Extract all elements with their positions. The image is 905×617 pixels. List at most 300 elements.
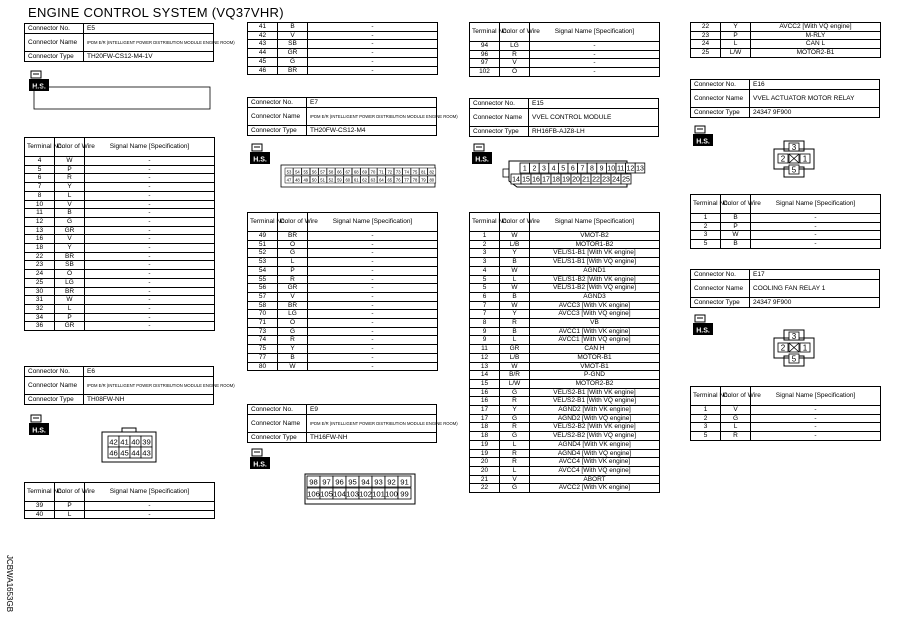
signal-cell: - [751,222,881,231]
signal-cell: - [530,68,660,77]
table-row [470,327,660,336]
pin-number: 103 [346,489,359,499]
pin-number: 44 [131,448,140,458]
color-cell: SB [278,40,308,49]
terminal-cell: 3 [470,258,500,267]
svg-text:48: 48 [295,177,300,183]
pin-number: 3 [542,165,546,173]
color-cell: LG [55,278,85,287]
signal-cell: - [308,232,438,241]
terminal-cell: 1 [691,406,721,415]
table-row [470,240,660,249]
color-cell: Y [55,183,85,192]
color-header: Color of Wire [721,387,751,406]
signal-cell: - [308,240,438,249]
connector-type-label: Connector Type [248,433,307,443]
terminal-cell: 12 [25,217,55,226]
table-row [470,362,660,371]
hs-label: H.S. [253,156,267,164]
table-row [470,50,660,59]
svg-text:77: 77 [404,177,409,183]
table-row [25,313,215,322]
color-cell: L/B [500,353,530,362]
connector-no-value: E15 [529,99,659,109]
pin-number: 10 [607,165,616,173]
connector-no-label: Connector No. [248,405,307,415]
signal-cell: - [308,31,438,40]
signal-cell: - [85,183,215,192]
table-row [691,49,881,58]
connector-type-label: Connector Type [691,108,750,118]
color-cell: P [55,165,85,174]
signal-cell: P-GND [530,371,660,380]
terminal-cell: 3 [691,423,721,432]
signal-cell: VEL/S2-B2 [With VQ engine] [530,432,660,441]
terminal-cell: 49 [248,232,278,241]
svg-text:75: 75 [412,169,418,175]
signal-cell: ABORT [530,475,660,484]
signal-cell: MOTOR1-B2 [530,240,660,249]
pin-number: 25 [622,176,630,184]
color-cell: W [55,296,85,305]
hs-label: H.S. [475,156,489,164]
svg-text:63: 63 [370,177,376,183]
table-row [470,458,660,467]
table-row [470,475,660,484]
connector-face [26,414,216,469]
pin-number: 5 [791,354,797,364]
color-header: Color of Wire [721,195,751,214]
connector-face [26,70,216,110]
connector-face [690,125,880,181]
pin-number: 9 [599,165,604,173]
connector-no-label: Connector No. [470,99,529,109]
table-row [691,214,881,223]
terminal-cell: 1 [691,214,721,223]
terminal-cell: 17 [470,414,500,423]
signal-cell: AVCC3 [With VK engine] [530,301,660,310]
table-row [248,40,438,49]
color-cell: W [500,362,530,371]
pin-number: 1 [802,154,808,164]
table-row [248,258,438,267]
pin-number: 19 [562,176,570,184]
signal-cell: VMOT-B1 [530,362,660,371]
terminal-cell: 11 [470,345,500,354]
signal-cell: AVCC2 [With VQ engine] [751,23,881,32]
svg-text:79: 79 [421,177,426,183]
terminal-cell: 32 [25,304,55,313]
signal-cell: - [751,231,881,240]
pin-number: 14 [512,176,520,184]
signal-cell: AGND2 [With VK engine] [530,406,660,415]
terminal-cell: 51 [248,240,278,249]
table-row [470,249,660,258]
color-cell: L [55,304,85,313]
table-row [470,68,660,77]
signal-cell: - [751,240,881,249]
signal-cell: VMOT-B2 [530,232,660,241]
terminal-cell: 23 [691,31,721,40]
color-cell: P [278,266,308,275]
terminal-cell: 7 [470,310,500,319]
pin-number: 1 [522,165,527,173]
table-row [691,231,881,240]
pin-table [469,212,660,493]
pin-number: 96 [335,477,344,487]
terminal-header: Terminal No. [25,138,55,157]
table-row [470,275,660,284]
svg-text:58: 58 [328,169,334,175]
svg-text:53: 53 [286,169,292,175]
connector-type-label: Connector Type [248,126,307,136]
signal-cell: - [85,200,215,209]
connector-type-value: TH20FW-CS12-M4 [307,126,437,136]
table-row [25,502,215,511]
svg-text:64: 64 [379,177,384,183]
color-cell: V [721,406,751,415]
pin-number: 104 [333,489,346,499]
table-row [25,226,215,235]
table-row [470,266,660,275]
table-row [248,353,438,362]
signal-cell: - [85,157,215,166]
pin-table [690,22,881,58]
signal-cell: - [85,510,215,519]
pin-number: 92 [387,477,396,487]
signal-cell: - [85,235,215,244]
signal-header: Signal Name [Specification] [530,23,660,42]
signal-cell: - [308,23,438,32]
connector-type-value: TH20FW-CS12-M4-1V [84,52,214,62]
pin-number: 97 [322,477,331,487]
signal-cell: - [308,362,438,371]
terminal-cell: 71 [248,319,278,328]
connector-name-value: VVEL ACTUATOR MOTOR RELAY [750,90,880,108]
color-cell: P [55,502,85,511]
terminal-cell: 18 [470,432,500,441]
terminal-cell: 41 [248,23,278,32]
table-row [25,174,215,183]
signal-cell: - [85,296,215,305]
table-row [25,270,215,279]
color-cell: L [721,40,751,49]
terminal-cell: 80 [248,362,278,371]
color-cell: G [500,414,530,423]
color-cell: L/W [721,49,751,58]
pin-number: 91 [400,477,409,487]
signal-cell: - [85,261,215,270]
table-row [470,310,660,319]
table-row [25,278,215,287]
terminal-cell: 9 [470,336,500,345]
pin-number: 5 [561,165,566,173]
terminal-cell: 52 [248,249,278,258]
signal-cell: - [308,310,438,319]
table-row [25,209,215,218]
signal-cell: AGND4 [With VK engine] [530,440,660,449]
signal-cell: AVCC4 [With VK engine] [530,458,660,467]
pin-number: 45 [120,448,129,458]
terminal-cell: 10 [25,200,55,209]
pin-number: 105 [320,489,333,499]
color-cell: G [500,388,530,397]
signal-cell: VEL/S1-B1 [With VK engine] [530,249,660,258]
table-row [25,183,215,192]
pin-number: 1 [802,343,808,353]
pin-number: 106 [307,489,320,499]
color-header: Color of Wire [55,138,85,157]
color-cell: P [721,222,751,231]
signal-cell: CAN L [751,40,881,49]
color-cell: O [278,319,308,328]
svg-text:73: 73 [395,169,401,175]
connector-type-label: Connector Type [25,395,84,405]
svg-text:69: 69 [362,169,367,175]
signal-header: Signal Name [Specification] [85,138,215,157]
signal-cell: CAN H [530,345,660,354]
pin-number: 23 [602,176,610,184]
terminal-cell: 54 [248,266,278,275]
connector-no-label: Connector No. [691,80,750,90]
svg-text:59: 59 [337,177,342,183]
pin-number: 99 [400,489,409,499]
table-row [248,66,438,75]
terminal-cell: 73 [248,327,278,336]
signal-cell: - [530,42,660,51]
color-cell: L/B [500,240,530,249]
color-cell: L/W [500,379,530,388]
svg-text:54: 54 [295,169,300,175]
connector-no-value: E16 [750,80,880,90]
terminal-cell: 5 [25,165,55,174]
table-row [248,232,438,241]
page-title: ENGINE CONTROL SYSTEM (VQ37VHR) [28,5,284,20]
connector-no-value: E6 [84,367,214,377]
table-row [691,23,881,32]
pin-table [24,137,215,331]
svg-text:72: 72 [387,169,393,175]
signal-header: Signal Name [Specification] [751,387,881,406]
connector-type-label: Connector Type [691,298,750,308]
signal-cell: - [308,301,438,310]
signal-cell: AGND3 [530,292,660,301]
connector-no-value: E17 [750,270,880,280]
pin-number: 24 [612,176,620,184]
table-row [470,353,660,362]
table-row [248,319,438,328]
table-row [25,261,215,270]
pin-table [24,482,215,519]
pin-table [469,22,660,77]
svg-text:52: 52 [328,177,334,183]
terminal-cell: 3 [691,231,721,240]
terminal-cell: 2 [691,414,721,423]
table-row [25,296,215,305]
connector-no-label: Connector No. [25,367,84,377]
signal-cell: AGND1 [530,266,660,275]
color-cell: B [500,327,530,336]
color-cell: GR [278,49,308,58]
pin-number: 41 [120,437,129,447]
table-row [25,217,215,226]
terminal-cell: 20 [470,458,500,467]
terminal-cell: 9 [470,327,500,336]
svg-text:49: 49 [303,177,309,183]
color-cell: R [500,449,530,458]
hs-label: H.S. [696,327,710,335]
svg-text:47: 47 [286,177,292,183]
signal-cell: - [308,57,438,66]
color-cell: O [500,68,530,77]
signal-cell: - [530,59,660,68]
pin-number: 43 [142,448,151,458]
svg-text:78: 78 [412,177,418,183]
pin-number: 7 [580,165,585,173]
terminal-cell: 40 [25,510,55,519]
terminal-cell: 22 [691,23,721,32]
connector-no-value: E7 [307,98,437,108]
terminal-cell: 45 [248,57,278,66]
signal-cell: AVCC2 [With VK engine] [530,484,660,493]
color-cell: W [278,362,308,371]
connector-face [690,314,880,374]
table-row [248,240,438,249]
color-cell: LG [278,310,308,319]
table-row [25,322,215,331]
signal-cell: - [308,319,438,328]
terminal-cell: 57 [248,292,278,301]
table-row [248,31,438,40]
signal-cell: - [308,49,438,58]
table-row [470,258,660,267]
signal-cell: - [85,244,215,253]
connector-name-label: Connector Name [470,109,529,127]
table-row [470,319,660,328]
pin-number: 100 [385,489,398,499]
color-cell: L [500,275,530,284]
terminal-cell: 1 [470,232,500,241]
connector-type-value: 24347 9F900 [750,298,880,308]
table-row [470,232,660,241]
signal-cell: - [85,278,215,287]
signal-cell: - [530,50,660,59]
color-cell: G [55,217,85,226]
color-cell: Y [500,249,530,258]
signal-cell: - [308,266,438,275]
color-cell: V [55,235,85,244]
color-cell: R [278,336,308,345]
svg-text:74: 74 [404,169,409,175]
terminal-cell: 13 [470,362,500,371]
signal-cell: - [308,40,438,49]
connector-name-label: Connector Name [248,415,307,433]
hs-label: H.S. [32,427,46,435]
color-cell: P [55,313,85,322]
color-cell: R [500,397,530,406]
signal-cell: - [751,414,881,423]
signal-cell: - [85,209,215,218]
table-row [248,336,438,345]
table-row [248,345,438,354]
color-cell: GR [55,226,85,235]
signal-cell: - [308,284,438,293]
terminal-cell: 18 [25,244,55,253]
table-row [470,397,660,406]
connector-face [247,143,457,203]
color-cell: Y [278,345,308,354]
connector-name-value: IPDM E/R (INTELLIGENT POWER DISTRIBUTION MODULE ENGINE ROOM) [84,34,214,52]
signal-cell: AVCC1 [With VK engine] [530,327,660,336]
hs-label: H.S. [696,138,710,146]
connector-name-value: IPDM E/R (INTELLIGENT POWER DISTRIBUTION MODULE ENGINE ROOM) [84,377,214,395]
terminal-cell: 96 [470,50,500,59]
connector-face [247,448,457,508]
table-row [470,414,660,423]
terminal-cell: 94 [470,42,500,51]
table-row [25,244,215,253]
pin-number: 4 [551,165,556,173]
signal-cell: - [751,214,881,223]
hs-label: H.S. [253,461,267,469]
pin-number: 5 [791,165,797,175]
svg-text:71: 71 [379,169,384,175]
signal-cell: - [751,406,881,415]
table-row [470,345,660,354]
signal-cell: AVCC1 [With VQ engine] [530,336,660,345]
pin-number: 6 [570,165,575,173]
e6-connector-info [24,366,235,405]
svg-text:56: 56 [311,169,317,175]
table-row [248,292,438,301]
color-cell: Y [500,406,530,415]
signal-cell: - [308,336,438,345]
table-row [248,301,438,310]
e7-connector-info [247,97,458,136]
terminal-cell: 4 [25,157,55,166]
e5-connector-info [24,23,235,62]
terminal-cell: 7 [470,301,500,310]
color-cell: L [55,510,85,519]
connector-no-label: Connector No. [248,98,307,108]
table-row [470,379,660,388]
table-row [470,284,660,293]
color-cell: R [721,432,751,441]
terminal-cell: 8 [470,319,500,328]
terminal-cell: 16 [470,388,500,397]
signal-cell: VB [530,319,660,328]
terminal-cell: 53 [248,258,278,267]
connector-type-value: TH16FW-NH [307,433,437,443]
connector-no-value: E5 [84,24,214,34]
pin-number: 2 [780,154,786,164]
color-cell: L [278,258,308,267]
table-row [248,310,438,319]
pin-number: 102 [359,489,372,499]
signal-cell: - [85,226,215,235]
signal-cell: - [85,191,215,200]
terminal-cell: 19 [470,440,500,449]
terminal-cell: 8 [25,191,55,200]
color-header: Color of Wire [500,213,530,232]
pin-number: 13 [636,165,644,173]
terminal-cell: 22 [25,252,55,261]
terminal-cell: 16 [470,397,500,406]
signal-cell: MOTOR-B1 [530,353,660,362]
terminal-cell: 22 [470,484,500,493]
color-cell: R [55,174,85,183]
signal-cell: - [308,258,438,267]
